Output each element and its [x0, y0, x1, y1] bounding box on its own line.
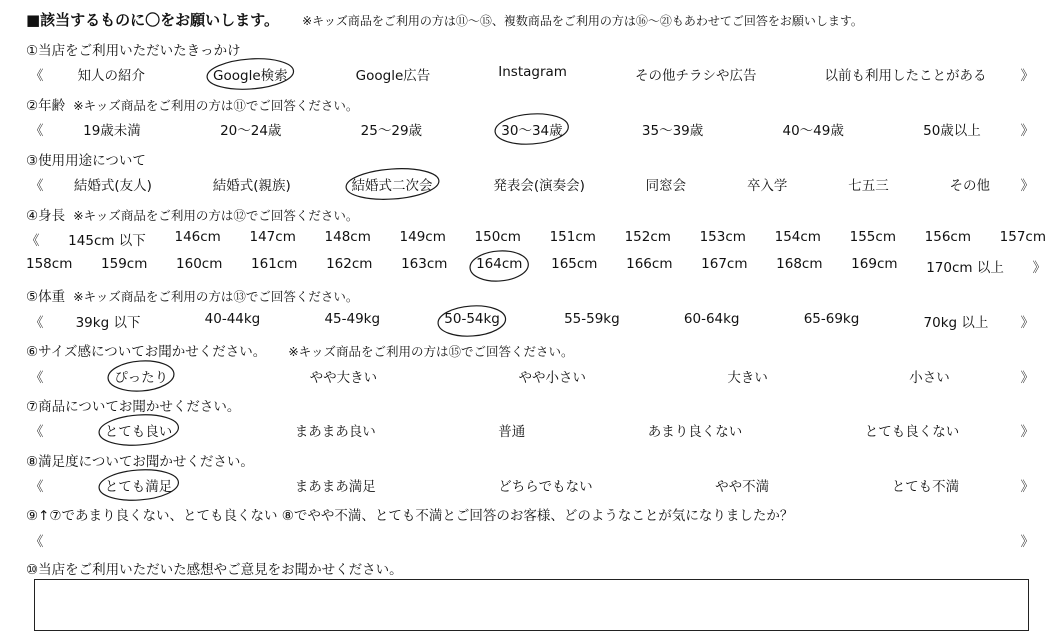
q4-option[interactable]: 165cm [551, 256, 598, 272]
q5-option[interactable]: 45-49kg [324, 311, 381, 327]
question-3-label [26, 149, 146, 169]
q1-option[interactable]: 以前も利用したことがある [824, 68, 987, 84]
q2-option[interactable]: 19歳未満 [83, 123, 141, 139]
q1-option[interactable]: その他チラシや広告 [634, 68, 757, 84]
open-bracket: 《 [30, 68, 44, 84]
q5-option[interactable]: 55-59kg [564, 311, 620, 327]
q4-option[interactable]: 148cm [324, 229, 371, 245]
question-6-label [26, 340, 574, 360]
question-2-label [26, 94, 358, 114]
open-bracket: 《 [30, 370, 44, 386]
q3-option[interactable]: 七五三 [848, 178, 889, 194]
q2-option[interactable]: 25〜29歳 [360, 123, 423, 139]
question-2-note: ※キッズ商品をご利用の方は⑪でご回答ください。 [73, 98, 359, 113]
question-8-label [26, 450, 254, 470]
close-bracket: 》 [1020, 424, 1034, 440]
q3-option[interactable]: 結婚式二次会 [351, 178, 433, 194]
form-instructions: ※キッズ商品をご利用の方は⑪〜⑮、複数商品をご利用の方は⑯〜㉑もあわせてご回答をお願いします。 [302, 14, 863, 28]
q4-option[interactable]: 167cm [701, 256, 748, 272]
q4-option[interactable]: 159cm [101, 256, 148, 272]
question-4-text: ④身長 [26, 208, 66, 224]
question-7-label [26, 395, 240, 415]
q6-option[interactable]: やや小さい [518, 370, 586, 386]
close-bracket: 》 [1020, 315, 1034, 331]
question-8-options [30, 475, 1034, 495]
question-6-options [30, 366, 1034, 386]
q4-option[interactable]: 145cm 以下 [68, 233, 146, 249]
q6-option[interactable]: ぴったり [114, 370, 169, 386]
question-6-text: ⑥サイズ感についてお聞かせください。 [26, 344, 267, 360]
q4-option[interactable]: 147cm [249, 229, 296, 245]
close-bracket: 》 [1032, 260, 1046, 276]
close-bracket: 》 [1020, 68, 1034, 84]
q2-option[interactable]: 50歳以上 [923, 123, 981, 139]
question-3-options [30, 174, 1034, 194]
q4-option[interactable]: 150cm [474, 229, 521, 245]
question-4-row-1 [26, 229, 1046, 249]
q3-option[interactable]: 結婚式(友人) [73, 178, 152, 194]
close-bracket: 》 [1020, 123, 1034, 139]
q1-option[interactable]: 知人の紹介 [77, 68, 145, 84]
q4-option[interactable]: 160cm [176, 256, 223, 272]
q5-option[interactable]: 70kg 以上 [923, 315, 989, 331]
q7-option[interactable]: あまり良くない [647, 424, 743, 440]
question-9-text: ⑨↑⑦であまり良くない、とても良くない ⑧でやや不満、とても不満とご回答のお客様、どのようなことが気になりましたか？ [26, 508, 794, 524]
close-bracket: 》 [1020, 479, 1034, 495]
question-2-text: ②年齢 [26, 98, 66, 114]
q4-option[interactable]: 162cm [326, 256, 373, 272]
q4-option[interactable]: 149cm [399, 229, 446, 245]
q4-option[interactable]: 154cm [774, 229, 821, 245]
q3-option[interactable]: その他 [949, 178, 990, 194]
q8-option[interactable]: とても不満 [891, 479, 960, 495]
question-3-option-list [44, 174, 1021, 194]
q6-option[interactable]: 小さい [909, 370, 950, 386]
open-bracket: 《 [30, 123, 44, 139]
question-2-options [30, 119, 1034, 139]
q5-option[interactable]: 65-69kg [803, 311, 860, 327]
open-bracket: 《 [30, 424, 44, 440]
form-header [26, 9, 863, 30]
q4-option[interactable]: 152cm [624, 229, 671, 245]
question-1-label [26, 39, 241, 59]
q4-option[interactable]: 151cm [549, 229, 596, 245]
q3-option[interactable]: 結婚式(親族) [212, 178, 291, 194]
question-8-text: ⑧満足度についてお聞かせください。 [26, 454, 254, 470]
q2-option[interactable]: 40〜49歳 [782, 123, 844, 139]
open-bracket: 《 [30, 178, 44, 194]
question-7-options [30, 420, 1034, 440]
q1-option[interactable]: Google広告 [355, 68, 431, 84]
question-4-note: ※キッズ商品をご利用の方は⑫でご回答ください。 [73, 208, 359, 223]
question-5-option-list [44, 311, 1021, 331]
q4-option[interactable]: 156cm [924, 229, 971, 245]
question-9-answer-row [30, 530, 1034, 550]
q7-option[interactable]: 普通 [498, 424, 526, 440]
form-title: ■該当するものに〇をお願いします。 [26, 11, 279, 29]
q3-option[interactable]: 卒入学 [746, 178, 788, 194]
q4-option[interactable]: 164cm [476, 256, 523, 272]
question-10-text: ⑩当店をご利用いただいた感想やご意見をお聞かせください。 [26, 562, 403, 578]
question-7-option-list [44, 420, 1021, 440]
q8-option[interactable]: どちらでもない [498, 479, 593, 495]
question-2-option-list [44, 119, 1021, 139]
question-4-label [26, 204, 358, 224]
q4-option[interactable]: 170cm 以上 [926, 260, 1004, 276]
q4-option[interactable]: 169cm [851, 256, 898, 272]
q5-option[interactable]: 60-64kg [683, 311, 740, 327]
question-3-text: ③使用用途について [26, 153, 146, 169]
question-5-note: ※キッズ商品をご利用の方は⑬でご回答ください。 [73, 289, 359, 304]
q6-option[interactable]: やや大きい [309, 370, 378, 386]
close-bracket: 》 [1020, 534, 1034, 550]
q7-option[interactable]: とても良い [104, 424, 173, 440]
q8-option[interactable]: まあまあ満足 [294, 479, 376, 495]
q5-option[interactable]: 39kg 以下 [75, 315, 141, 331]
q5-option[interactable]: 50-54kg [444, 311, 500, 327]
question-1-text: ①当店をご利用いただいたきっかけ [26, 43, 241, 59]
close-bracket: 》 [1020, 370, 1034, 386]
q4-option[interactable]: 168cm [776, 256, 823, 272]
q4-option[interactable]: 161cm [251, 256, 298, 272]
open-bracket: 《 [26, 233, 40, 249]
open-bracket: 《 [30, 534, 44, 550]
q8-option[interactable]: とても満足 [104, 479, 173, 495]
q4-option[interactable]: 146cm [174, 229, 221, 245]
open-bracket: 《 [30, 479, 44, 495]
q4-option[interactable]: 155cm [849, 229, 896, 245]
question-5-text: ⑤体重 [26, 289, 66, 305]
q3-option[interactable]: 同窓会 [645, 178, 687, 194]
question-1-options [30, 64, 1034, 84]
q4-option[interactable]: 166cm [626, 256, 673, 272]
q7-option[interactable]: とても良くない [864, 424, 960, 440]
question-6-note: ※キッズ商品をご利用の方は⑮でご回答ください。 [288, 344, 574, 359]
question-10-answer-box[interactable] [34, 579, 1029, 631]
q4-option[interactable]: 163cm [401, 256, 448, 272]
q4-option[interactable]: 157cm [999, 229, 1046, 245]
q4-option[interactable]: 153cm [699, 229, 746, 245]
question-4-row-2 [26, 256, 1046, 276]
close-bracket: 》 [1020, 178, 1034, 194]
q1-option[interactable]: Google検索 [213, 68, 288, 84]
question-9-label [26, 504, 793, 524]
question-1-option-list [44, 64, 1021, 84]
question-5-options [30, 311, 1034, 331]
q1-option[interactable]: Instagram [498, 64, 567, 80]
q2-option[interactable]: 30〜34歳 [501, 123, 563, 139]
q7-option[interactable]: まあまあ良い [294, 424, 376, 440]
q4-option[interactable]: 158cm [26, 256, 73, 272]
q2-option[interactable]: 35〜39歳 [641, 123, 704, 139]
q6-option[interactable]: 大きい [727, 370, 768, 386]
question-7-text: ⑦商品についてお聞かせください。 [26, 399, 241, 415]
q8-option[interactable]: やや不満 [715, 479, 770, 495]
q2-option[interactable]: 20〜24歳 [220, 123, 282, 139]
question-10-label [26, 558, 403, 578]
question-5-label [26, 285, 358, 305]
open-bracket: 《 [30, 315, 44, 331]
q3-option[interactable]: 発表会(演奏会) [493, 178, 585, 194]
question-8-option-list [44, 475, 1021, 495]
question-6-option-list [44, 366, 1021, 386]
q5-option[interactable]: 40-44kg [204, 311, 261, 327]
